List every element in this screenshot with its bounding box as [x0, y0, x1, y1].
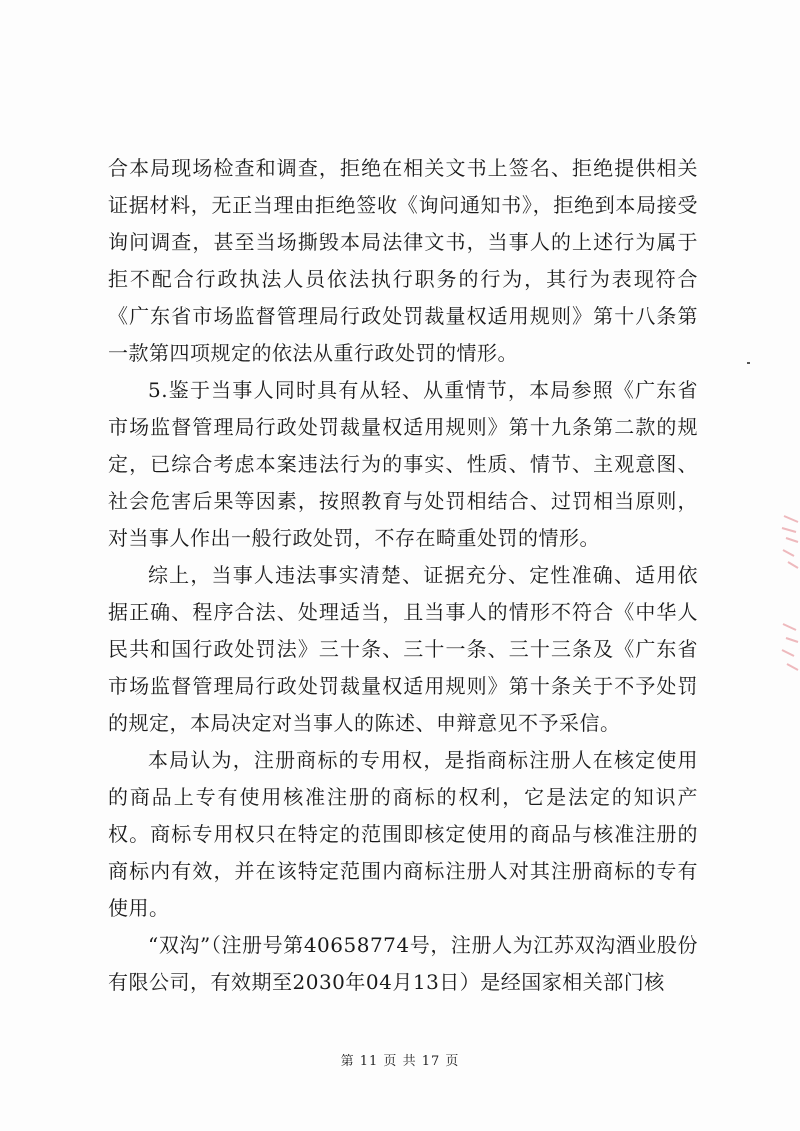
- paragraph-4: 本局认为，注册商标的专用权，是指商标注册人在核定使用的商品上专有使用核准注册的商标的权利，它是法定的知识产权。商标专用权只在特定的范围即核定使用的商品与核准注册的商标内有效，并在该特定范围内商标注册人对其注册商标的专有使用。: [108, 748, 698, 920]
- red-seal-fragment-icon: [778, 618, 800, 678]
- paragraph-3: 综上，当事人违法事实清楚、证据充分、定性准确、适用依据正确、程序合法、处理适当，且当事人的情形不符合《中华人民共和国行政处罚法》三十条、三十一条、三十三条及《广东省市场监督管理局行政处罚裁量权适用规则》第十条关于不予处罚的规定，本局决定对当事人的陈述、申辩意见不予采信。: [108, 563, 698, 735]
- red-seal-fragment-icon: [778, 512, 800, 582]
- paragraph-1: 合本局现场检查和调查，拒绝在相关文书上签名、拒绝提供相关证据材料，无正当理由拒绝签收《询问通知书》，拒绝到本局接受询问调查，甚至当场撕毁本局法律文书，当事人的上述行为属于拒不配合行政执法人员依法执行职务的行为，其行为表现符合《广东省市场监督管理局行政处罚裁量权适用规则》第十八条第一款第四项规定的依法从重行政处罚的情形。: [108, 156, 698, 365]
- scan-speck: [747, 362, 750, 364]
- page-number-footer: 第 11 页 共 17 页: [340, 1054, 460, 1069]
- document-body: [108, 150, 698, 1001]
- paragraph-5: “双沟”（注册号第40658774号，注册人为江苏双沟酒业股份有限公司，有效期至2030年04月13日）是经国家相关部门核: [108, 933, 698, 994]
- paragraph-2: 5.鉴于当事人同时具有从轻、从重情节，本局参照《广东省市场监督管理局行政处罚裁量权适用规则》第十九条第二款的规定，已综合考虑本案违法行为的事实、性质、情节、主观意图、社会危害后果等因素，按照教育与处罚相结合、过罚相当原则，对当事人作出一般行政处罚，不存在畸重处罚的情形。: [108, 378, 698, 550]
